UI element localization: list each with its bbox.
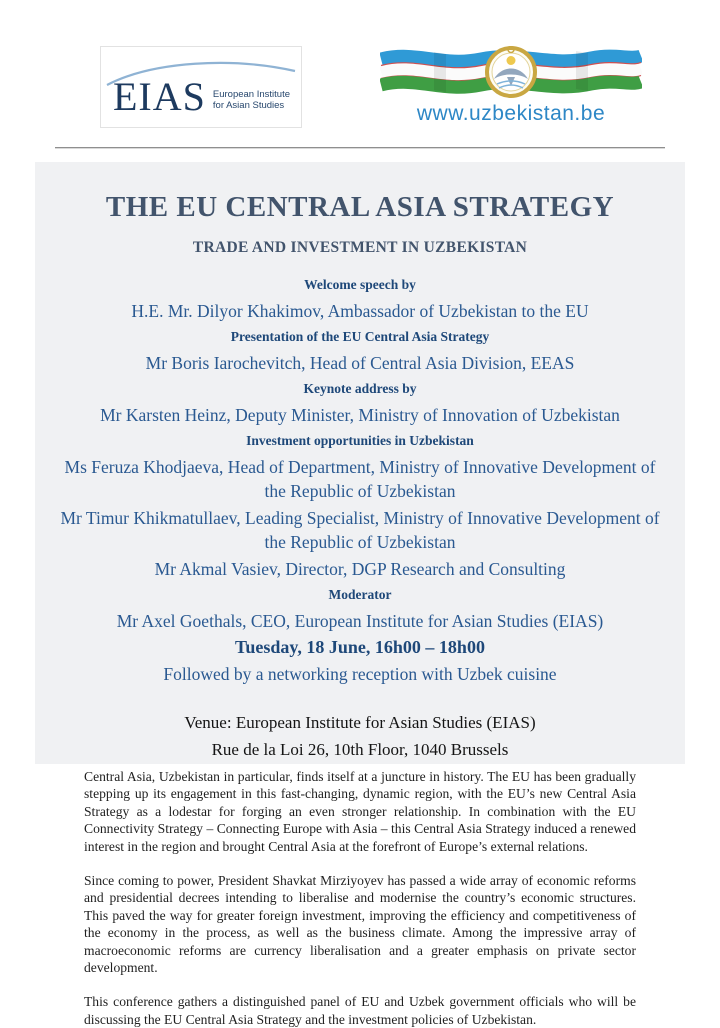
program-label: Presentation of the EU Central Asia Strategy — [230, 329, 490, 344]
venue-line1: Venue: European Institute for Asian Studies (EIAS) — [184, 713, 536, 732]
event-panel — [35, 162, 685, 764]
program-speaker: H.E. Mr. Dilyor Khakimov, Ambassador of Uzbekistan to the EU — [131, 301, 589, 321]
description-paragraph-2: Since coming to power, President Shavkat Mirziyoyev has passed a wide array of economic reforms and presidential decrees intending to liberalise and modernise the country’s economic structures. This paved the way for greater foreign investment, improving the efficiency and competitiveness of the economy in the process, as well as the business climate. Among the impressive array of macroeconomic reforms are currency liberalisation and a greater emphasis on private sector development. — [84, 873, 636, 976]
eias-logo-text — [113, 74, 290, 119]
event-subtitle: TRADE AND INVESTMENT IN UZBEKISTAN — [192, 239, 528, 256]
uzbekistan-website-text: www.uzbekistan.be — [416, 102, 606, 125]
uzbekistan-emblem-icon — [487, 47, 535, 97]
uzbekistan-logo — [380, 46, 642, 130]
description-paragraph-3: This conference gathers a distinguished panel of EU and Uzbek government officials who will be discussing the EU Central Asia Strategy and the investment policies of Uzbekistan. — [84, 994, 636, 1027]
program-note: Followed by a networking reception with Uzbek cuisine — [163, 664, 557, 684]
description-section — [84, 768, 636, 1028]
horizontal-divider — [55, 147, 665, 149]
eias-tagline — [213, 89, 290, 111]
program-label: Investment opportunities in Uzbekistan — [246, 433, 474, 448]
program-speaker: Mr Timur Khikmatullaev, Leading Specialist, Ministry of Innovative Development of the Republic of Uzbekistan — [60, 508, 660, 552]
venue-line2: Rue de la Loi 26, 10th Floor, 1040 Brussels — [211, 740, 509, 759]
eias-logo — [100, 46, 302, 128]
description-paragraph-1: Central Asia, Uzbekistan in particular, finds itself at a juncture in history. The EU has been gradually stepping up its engagement in this fast-changing, dynamic region, with the EU’s new Central Asia Strategy as a lodestar for forging an even stronger relationship. In combination with the EU Connectivity Strategy – Connecting Europe with Asia – this Central Asia Strategy induced a renewed interest in the region and brought Central Asia at the forefront of Europe’s external relations. — [84, 769, 636, 854]
program-speaker: Mr Akmal Vasiev, Director, DGP Research and Consulting — [154, 559, 566, 579]
eias-tagline-line1: European Institute — [212, 89, 290, 100]
event-datetime: Tuesday, 18 June, 16h00 – 18h00 — [235, 637, 485, 657]
eias-tagline-line2: for Asian Studies — [212, 100, 285, 111]
uzbekistan-flag-banner-icon — [380, 46, 642, 104]
program-speaker: Mr Axel Goethals, CEO, European Institute for Asian Studies (EIAS) — [116, 611, 604, 631]
program-label: Moderator — [328, 587, 392, 602]
program-label: Welcome speech by — [304, 277, 416, 292]
program-speaker: Mr Karsten Heinz, Deputy Minister, Ministry of Innovation of Uzbekistan — [100, 405, 620, 425]
program-speaker: Mr Boris Iarochevitch, Head of Central Asia Division, EEAS — [145, 353, 575, 373]
eias-acronym: EIAS — [113, 74, 206, 119]
program-label: Keynote address by — [303, 381, 417, 396]
program-speaker: Ms Feruza Khodjaeva, Head of Department, Ministry of Innovative Development of the Republic of Uzbekistan — [64, 457, 656, 501]
event-title: THE EU CENTRAL ASIA STRATEGY — [105, 191, 615, 223]
venue-block — [55, 709, 665, 763]
header-logos — [0, 0, 720, 130]
